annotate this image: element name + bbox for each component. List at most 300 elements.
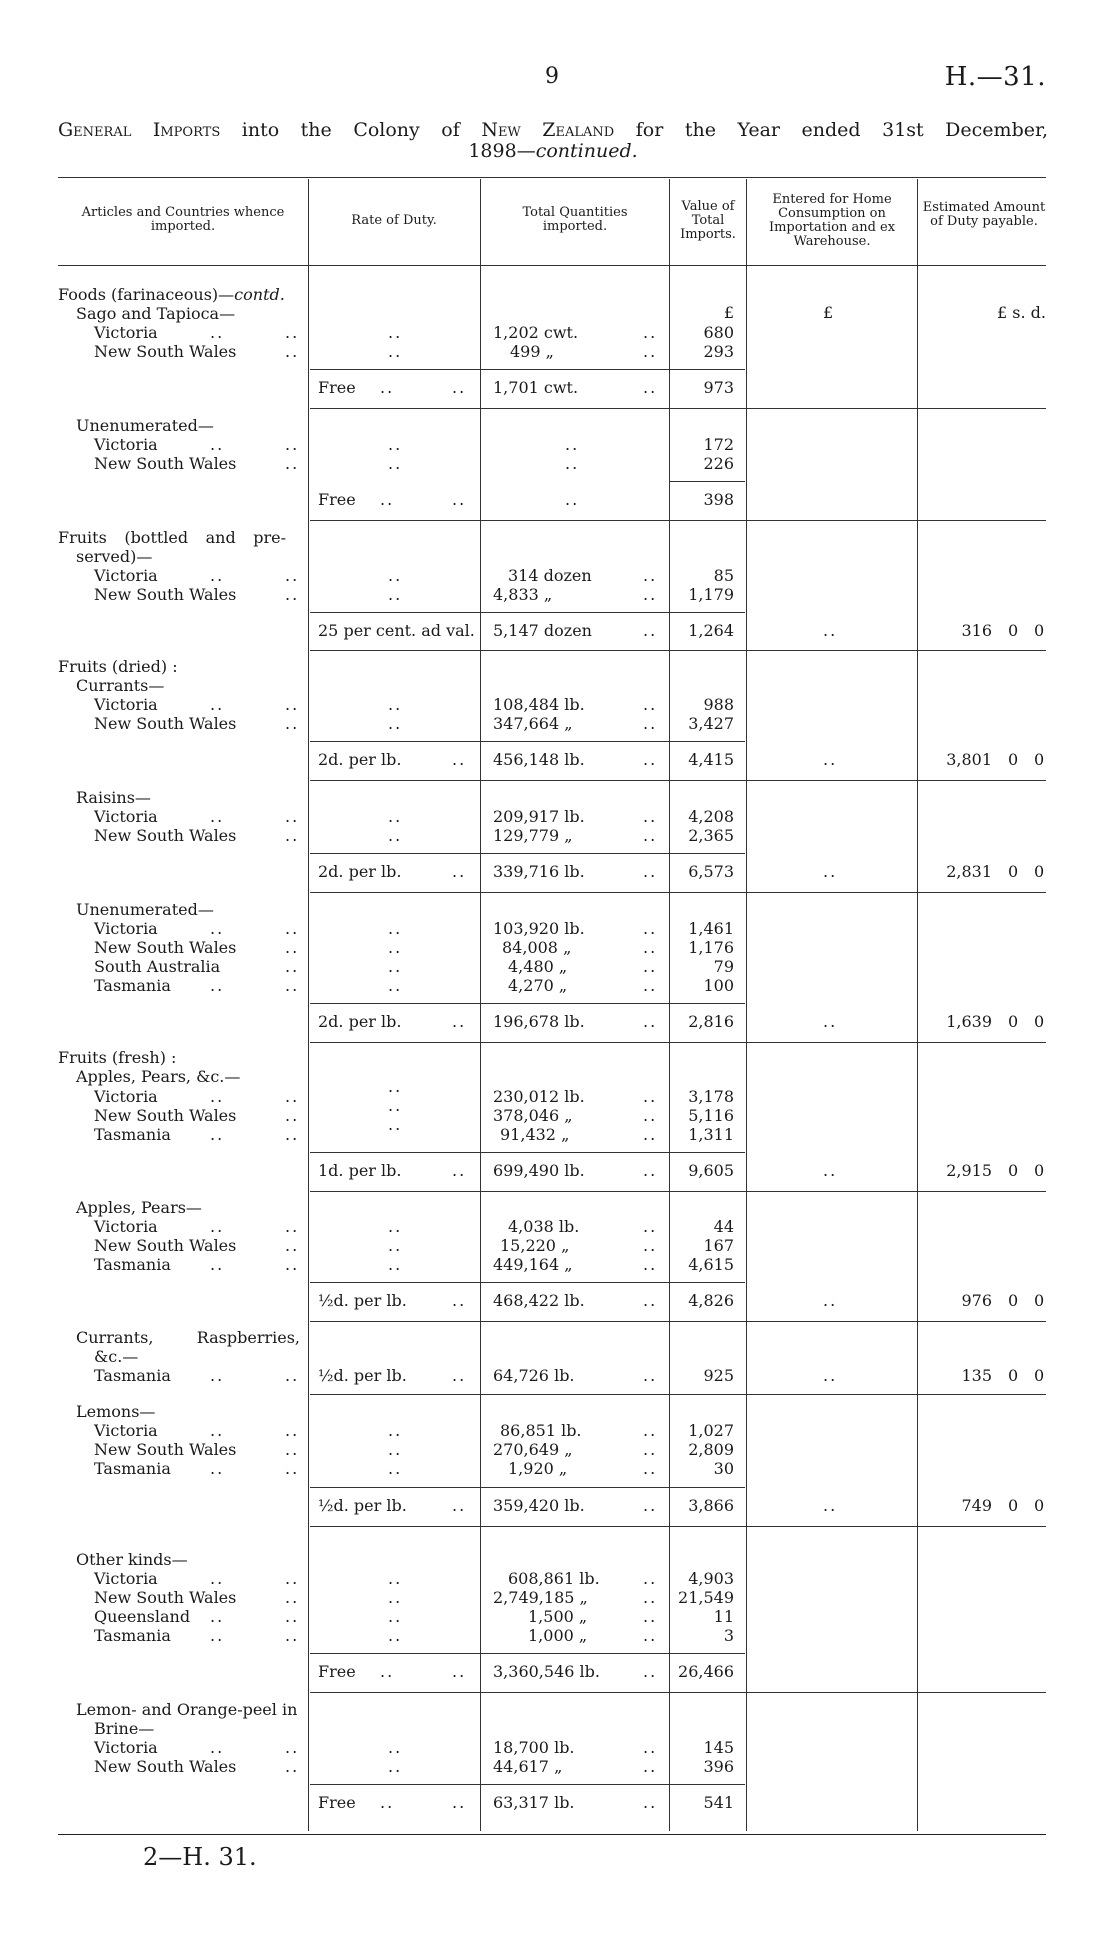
total-value: 4,415 xyxy=(688,750,734,769)
row-value: 396 xyxy=(703,1757,734,1776)
leader-dots: .. xyxy=(210,1087,225,1106)
duty-pence: 0 xyxy=(1034,1161,1045,1180)
leader-dots: .. xyxy=(452,490,467,509)
rate-of-duty: Free xyxy=(318,1793,356,1812)
leader-dots: .. xyxy=(823,621,838,640)
leader-dots: .. xyxy=(452,750,467,769)
sub-raisins: Raisins— xyxy=(76,788,151,807)
leader-dots: .. xyxy=(643,1459,658,1478)
row-quantity: 378,046 „ xyxy=(493,1106,573,1125)
total-quantity: 3,360,546 lb. xyxy=(493,1662,600,1681)
leader-dots: .. xyxy=(380,1662,395,1681)
duty-shillings: 0 xyxy=(1008,862,1019,881)
total-quantity: 359,420 lb. xyxy=(493,1496,585,1515)
row-quantity: 44,617 „ xyxy=(493,1757,563,1776)
leader-dots: .. xyxy=(643,1757,658,1776)
row-label: Victoria xyxy=(94,435,158,454)
leader-dots: .. xyxy=(452,378,467,397)
total-quantity: 64,726 lb. xyxy=(493,1366,575,1385)
section-fruits-fresh: Fruits (fresh) : xyxy=(58,1048,177,1067)
sub-apples-pears: Apples, Pears— xyxy=(76,1198,202,1217)
leader-dots: .. xyxy=(210,1125,225,1144)
duty-pounds: 976 xyxy=(961,1291,992,1310)
rate-of-duty: 2d. per lb. xyxy=(318,750,402,769)
total-value: 9,605 xyxy=(688,1161,734,1180)
leader-dots: .. xyxy=(643,1626,658,1645)
section-rule xyxy=(310,892,1046,893)
duty-pounds: 3,801 xyxy=(946,750,992,769)
entered-unit: £ xyxy=(823,303,834,322)
col-divider-1 xyxy=(308,179,309,1831)
leader-dots: .. xyxy=(285,323,300,342)
leader-dots: .. xyxy=(388,1440,403,1459)
leader-dots: .. xyxy=(643,1496,658,1515)
section-rule xyxy=(310,1526,1046,1527)
row-value: 11 xyxy=(713,1607,734,1626)
row-label: South Australia xyxy=(94,957,221,976)
leader-dots: .. xyxy=(643,1421,658,1440)
duty-pounds: 749 xyxy=(961,1496,992,1515)
duty-pence: 0 xyxy=(1034,1012,1045,1031)
leader-dots: .. xyxy=(388,1217,403,1236)
leader-dots: .. xyxy=(285,342,300,361)
total-value: 26,466 xyxy=(678,1662,734,1681)
col-divider-2 xyxy=(480,179,481,1831)
header-value: Value of Total Imports. xyxy=(680,199,736,242)
leader-dots: .. xyxy=(210,323,225,342)
subtotal-rule xyxy=(670,481,745,482)
duty-shillings: 0 xyxy=(1008,750,1019,769)
leader-dots: .. xyxy=(210,1626,225,1645)
leader-dots: .. xyxy=(380,490,395,509)
leader-dots: .. xyxy=(643,750,658,769)
row-label: Tasmania xyxy=(94,976,171,995)
leader-dots: .. xyxy=(388,1588,403,1607)
leader-dots: .. xyxy=(210,695,225,714)
row-label: Tasmania xyxy=(94,1459,171,1478)
row-value: 21,549 xyxy=(678,1588,734,1607)
row-value: 100 xyxy=(703,976,734,995)
leader-dots: .. xyxy=(452,1662,467,1681)
leader-dots: .. xyxy=(285,1607,300,1626)
subtotal-rule xyxy=(310,1487,745,1488)
leader-dots: .. xyxy=(452,1161,467,1180)
rate-of-duty: Free xyxy=(318,378,356,397)
duty-pounds: 135 xyxy=(961,1366,992,1385)
leader-dots: .. xyxy=(452,1012,467,1031)
total-value: 1,264 xyxy=(688,621,734,640)
duty-pence: 0 xyxy=(1034,1291,1045,1310)
total-value: 4,826 xyxy=(688,1291,734,1310)
title-colony: New Zealand xyxy=(481,119,615,141)
leader-dots: .. xyxy=(388,1738,403,1757)
leader-dots: .. xyxy=(643,1236,658,1255)
leader-dots: .. xyxy=(643,621,658,640)
sub-lemons: Lemons— xyxy=(76,1402,156,1421)
row-quantity: 4,270 „ xyxy=(508,976,568,995)
total-quantity: 339,716 lb. xyxy=(493,862,585,881)
rate-of-duty: 25 per cent. ad val. xyxy=(318,621,475,640)
row-quantity: 1,500 „ xyxy=(528,1607,588,1626)
leader-dots: .. xyxy=(388,714,403,733)
subtotal-rule xyxy=(310,741,745,742)
duty-pounds: 1,639 xyxy=(946,1012,992,1031)
leader-dots: .. xyxy=(388,1115,403,1134)
subtotal-rule xyxy=(310,853,745,854)
row-quantity: 347,664 „ xyxy=(493,714,573,733)
leader-dots: .. xyxy=(285,1106,300,1125)
row-label: New South Wales xyxy=(94,938,237,957)
row-value: 1,027 xyxy=(688,1421,734,1440)
rate-of-duty: Free xyxy=(318,1662,356,1681)
header-rule xyxy=(58,265,1046,266)
total-quantity: 63,317 lb. xyxy=(493,1793,575,1812)
leader-dots: .. xyxy=(285,938,300,957)
leader-dots: .. xyxy=(285,1087,300,1106)
leader-dots: .. xyxy=(388,1569,403,1588)
sub-other-kinds: Other kinds— xyxy=(76,1550,188,1569)
leader-dots: .. xyxy=(388,1607,403,1626)
row-quantity: 84,008 „ xyxy=(502,938,572,957)
leader-dots: .. xyxy=(452,1496,467,1515)
row-quantity: 129,779 „ xyxy=(493,826,573,845)
leader-dots: .. xyxy=(210,1738,225,1757)
row-value: 167 xyxy=(703,1236,734,1255)
leader-dots: .. xyxy=(643,862,658,881)
row-quantity: 91,432 „ xyxy=(500,1125,570,1144)
subtotal-rule xyxy=(310,612,745,613)
row-quantity: 2,749,185 „ xyxy=(493,1588,588,1607)
row-quantity: 270,649 „ xyxy=(493,1440,573,1459)
rate-of-duty: ½d. per lb. xyxy=(318,1291,407,1310)
header-quantities: Total Quantities imported. xyxy=(522,205,628,234)
leader-dots: .. xyxy=(285,976,300,995)
leader-dots: .. xyxy=(643,342,658,361)
section-rule xyxy=(310,1321,1046,1322)
row-label: Victoria xyxy=(94,1569,158,1588)
sub-currants-raspberries: Currants, Raspberries, xyxy=(76,1328,300,1347)
leader-dots: .. xyxy=(285,1217,300,1236)
leader-dots: .. xyxy=(643,807,658,826)
leader-dots: .. xyxy=(388,1096,403,1115)
row-value: 5,116 xyxy=(688,1106,734,1125)
table-bottom-rule xyxy=(58,1834,1046,1835)
row-label: Queensland xyxy=(94,1607,191,1626)
row-label: Tasmania xyxy=(94,1125,171,1144)
duty-shillings: 0 xyxy=(1008,1291,1019,1310)
total-quantity: 468,422 lb. xyxy=(493,1291,585,1310)
section-rule xyxy=(310,520,1046,521)
leader-dots: .. xyxy=(452,1366,467,1385)
leader-dots: .. xyxy=(565,435,580,454)
leader-dots: .. xyxy=(643,1793,658,1812)
leader-dots: .. xyxy=(643,1217,658,1236)
leader-dots: .. xyxy=(643,1588,658,1607)
leader-dots: .. xyxy=(388,1626,403,1645)
leader-dots: .. xyxy=(388,938,403,957)
leader-dots: .. xyxy=(823,1496,838,1515)
row-label: New South Wales xyxy=(94,454,237,473)
sub-lemon-orange-peel-cont: Brine— xyxy=(94,1719,155,1738)
duty-pence: 0 xyxy=(1034,1366,1045,1385)
leader-dots: .. xyxy=(285,1569,300,1588)
leader-dots: .. xyxy=(210,435,225,454)
section-fruits-dried: Fruits (dried) : xyxy=(58,657,178,676)
rate-of-duty: ½d. per lb. xyxy=(318,1366,407,1385)
row-label: Tasmania xyxy=(94,1255,171,1274)
duty-pence: 0 xyxy=(1034,862,1045,881)
duty-pence: 0 xyxy=(1034,750,1045,769)
title-continued: continued. xyxy=(535,140,638,162)
leader-dots: .. xyxy=(380,378,395,397)
row-value: 4,903 xyxy=(688,1569,734,1588)
row-label: Tasmania xyxy=(94,1366,171,1385)
leader-dots: .. xyxy=(823,1291,838,1310)
leader-dots: .. xyxy=(643,826,658,845)
row-value: 1,461 xyxy=(688,919,734,938)
total-value: 6,573 xyxy=(688,862,734,881)
total-quantity: 456,148 lb. xyxy=(493,750,585,769)
leader-dots: .. xyxy=(643,1569,658,1588)
leader-dots: .. xyxy=(388,826,403,845)
leader-dots: .. xyxy=(643,695,658,714)
page-title xyxy=(58,120,1048,162)
leader-dots: .. xyxy=(643,323,658,342)
section-rule xyxy=(310,1191,1046,1192)
section-rule xyxy=(310,780,1046,781)
leader-dots: .. xyxy=(643,957,658,976)
section-rule xyxy=(310,1042,1046,1043)
rate-of-duty: 1d. per lb. xyxy=(318,1161,402,1180)
leader-dots: .. xyxy=(388,1255,403,1274)
leader-dots: .. xyxy=(643,378,658,397)
total-quantity: 699,490 lb. xyxy=(493,1161,585,1180)
row-quantity: 18,700 lb. xyxy=(493,1738,575,1757)
sub-lemon-orange-peel: Lemon- and Orange-peel in xyxy=(76,1700,298,1719)
row-quantity: 108,484 lb. xyxy=(493,695,585,714)
leader-dots: .. xyxy=(285,1236,300,1255)
leader-dots: .. xyxy=(643,1738,658,1757)
row-label: Victoria xyxy=(94,919,158,938)
leader-dots: .. xyxy=(388,1757,403,1776)
header-duty: Estimated Amount of Duty payable. xyxy=(922,200,1046,229)
leader-dots: .. xyxy=(823,1161,838,1180)
rate-of-duty: ½d. per lb. xyxy=(318,1496,407,1515)
row-label: Tasmania xyxy=(94,1626,171,1645)
leader-dots: .. xyxy=(823,1366,838,1385)
leader-dots: .. xyxy=(388,1077,403,1096)
row-value: 30 xyxy=(713,1459,734,1478)
leader-dots: .. xyxy=(285,1366,300,1385)
row-label: New South Wales xyxy=(94,1588,237,1607)
section-rule xyxy=(310,1692,1046,1693)
duty-shillings: 0 xyxy=(1008,1366,1019,1385)
subtotal-rule xyxy=(310,1653,745,1654)
row-label: Victoria xyxy=(94,1421,158,1440)
row-value: 1,179 xyxy=(688,585,734,604)
row-quantity: 4,480 „ xyxy=(508,957,568,976)
leader-dots: .. xyxy=(388,957,403,976)
row-quantity: 1,000 „ xyxy=(528,1626,588,1645)
row-label: New South Wales xyxy=(94,714,237,733)
row-quantity: 86,851 lb. xyxy=(500,1421,582,1440)
duty-pounds: 316 xyxy=(961,621,992,640)
sub-unenumerated: Unenumerated— xyxy=(76,900,214,919)
leader-dots: .. xyxy=(643,1662,658,1681)
subtotal-rule xyxy=(310,369,745,370)
row-value: 226 xyxy=(703,454,734,473)
row-value: 44 xyxy=(713,1217,734,1236)
rate-of-duty: 2d. per lb. xyxy=(318,1012,402,1031)
leader-dots: .. xyxy=(210,1366,225,1385)
row-value: 4,208 xyxy=(688,807,734,826)
leader-dots: .. xyxy=(285,1738,300,1757)
leader-dots: .. xyxy=(388,919,403,938)
row-label: Victoria xyxy=(94,323,158,342)
duty-shillings: 0 xyxy=(1008,1161,1019,1180)
row-label: Victoria xyxy=(94,1217,158,1236)
leader-dots: .. xyxy=(388,976,403,995)
page-number: 9 xyxy=(545,64,559,89)
leader-dots: .. xyxy=(643,919,658,938)
leader-dots: .. xyxy=(210,807,225,826)
leader-dots: .. xyxy=(210,919,225,938)
leader-dots: .. xyxy=(388,323,403,342)
total-value: 925 xyxy=(703,1366,734,1385)
leader-dots: .. xyxy=(285,1255,300,1274)
leader-dots: .. xyxy=(643,1366,658,1385)
leader-dots: .. xyxy=(452,862,467,881)
subtotal-rule xyxy=(310,1282,745,1283)
leader-dots: .. xyxy=(643,1607,658,1626)
table-top-rule xyxy=(58,177,1046,178)
row-quantity: 4,833 „ xyxy=(493,585,553,604)
duty-pence: 0 xyxy=(1034,1496,1045,1515)
total-value: 2,816 xyxy=(688,1012,734,1031)
title-mid: into the Colony of xyxy=(241,119,460,141)
row-quantity: 449,164 „ xyxy=(493,1255,573,1274)
row-quantity: 314 dozen xyxy=(508,566,592,585)
leader-dots: .. xyxy=(643,585,658,604)
leader-dots: .. xyxy=(452,1793,467,1812)
row-value: 172 xyxy=(703,435,734,454)
leader-dots: .. xyxy=(285,695,300,714)
title-prefix: General Imports xyxy=(58,119,221,141)
leader-dots: .. xyxy=(388,695,403,714)
row-value: 145 xyxy=(703,1738,734,1757)
leader-dots: .. xyxy=(285,714,300,733)
row-label: New South Wales xyxy=(94,1757,237,1776)
row-label: New South Wales xyxy=(94,1236,237,1255)
leader-dots: .. xyxy=(285,957,300,976)
section-rule xyxy=(310,408,1046,409)
row-value: 4,615 xyxy=(688,1255,734,1274)
row-quantity: 230,012 lb. xyxy=(493,1087,585,1106)
leader-dots: .. xyxy=(210,1459,225,1478)
row-quantity: 15,220 „ xyxy=(500,1236,570,1255)
duty-pounds: 2,831 xyxy=(946,862,992,881)
leader-dots: .. xyxy=(210,1607,225,1626)
leader-dots: .. xyxy=(380,1793,395,1812)
section-foods: Foods (farinaceous)—contd. xyxy=(58,285,285,304)
leader-dots: .. xyxy=(388,1459,403,1478)
row-quantity: 499 „ xyxy=(510,342,554,361)
row-value: 1,176 xyxy=(688,938,734,957)
leader-dots: .. xyxy=(643,938,658,957)
leader-dots: .. xyxy=(643,1106,658,1125)
leader-dots: .. xyxy=(285,585,300,604)
row-label: New South Wales xyxy=(94,585,237,604)
leader-dots: .. xyxy=(285,1757,300,1776)
leader-dots: .. xyxy=(388,566,403,585)
leader-dots: .. xyxy=(643,1255,658,1274)
row-value: 3 xyxy=(723,1626,734,1645)
leader-dots: .. xyxy=(285,454,300,473)
leader-dots: .. xyxy=(210,566,225,585)
section-fruits-bottled-cont: served)— xyxy=(76,547,153,566)
leader-dots: .. xyxy=(285,919,300,938)
leader-dots: .. xyxy=(643,976,658,995)
leader-dots: .. xyxy=(643,1012,658,1031)
leader-dots: .. xyxy=(388,1421,403,1440)
leader-dots: .. xyxy=(285,1626,300,1645)
row-label: Victoria xyxy=(94,807,158,826)
row-value: 2,809 xyxy=(688,1440,734,1459)
rate-of-duty: Free xyxy=(318,490,356,509)
header-articles: Articles and Countries whence imported. xyxy=(81,205,285,234)
row-label: Victoria xyxy=(94,566,158,585)
leader-dots: .. xyxy=(285,826,300,845)
leader-dots: .. xyxy=(388,435,403,454)
leader-dots: .. xyxy=(643,1161,658,1180)
row-quantity: 103,920 lb. xyxy=(493,919,585,938)
row-label: New South Wales xyxy=(94,1106,237,1125)
leader-dots: .. xyxy=(643,1291,658,1310)
leader-dots: .. xyxy=(285,1125,300,1144)
document-id: H.—31. xyxy=(944,62,1046,92)
row-label: Victoria xyxy=(94,1087,158,1106)
row-quantity: 4,038 lb. xyxy=(508,1217,580,1236)
leader-dots: .. xyxy=(823,1012,838,1031)
leader-dots: .. xyxy=(643,1087,658,1106)
leader-dots: .. xyxy=(643,566,658,585)
leader-dots: .. xyxy=(643,714,658,733)
row-value: 680 xyxy=(703,323,734,342)
row-value: 2,365 xyxy=(688,826,734,845)
leader-dots: .. xyxy=(285,1459,300,1478)
leader-dots: .. xyxy=(210,976,225,995)
col-divider-5 xyxy=(917,179,918,1831)
leader-dots: .. xyxy=(823,750,838,769)
leader-dots: .. xyxy=(388,585,403,604)
row-value: 1,311 xyxy=(688,1125,734,1144)
sub-apples-pears-etc: Apples, Pears, &c.— xyxy=(76,1067,241,1086)
footer-signature: 2—H. 31. xyxy=(143,1843,257,1871)
row-label: Victoria xyxy=(94,1738,158,1757)
duty-shillings: 0 xyxy=(1008,1496,1019,1515)
row-label: Victoria xyxy=(94,695,158,714)
row-quantity: 1,920 „ xyxy=(508,1459,568,1478)
leader-dots: .. xyxy=(285,807,300,826)
total-quantity: 5,147 dozen xyxy=(493,621,592,640)
row-label: New South Wales xyxy=(94,342,237,361)
sub-sago: Sago and Tapioca— xyxy=(76,304,236,323)
total-value: 398 xyxy=(703,490,734,509)
rate-of-duty: 2d. per lb. xyxy=(318,862,402,881)
total-value: 541 xyxy=(703,1793,734,1812)
leader-dots: .. xyxy=(210,1569,225,1588)
leader-dots: .. xyxy=(823,862,838,881)
